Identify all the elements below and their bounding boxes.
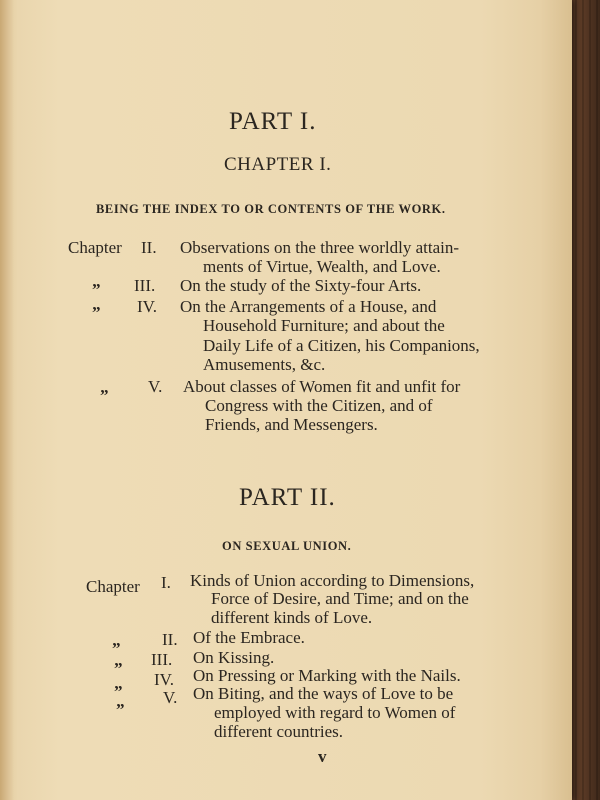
toc-numeral: V. — [163, 688, 178, 707]
toc-line: Kinds of Union according to Dimensions, — [190, 571, 475, 590]
toc-numeral: V. — [148, 377, 163, 396]
toc-numeral: I. — [161, 573, 171, 592]
toc-prefix: Chapter — [68, 238, 122, 257]
toc-line: About classes of Women fit and unfit for — [183, 377, 461, 396]
toc-line: On the study of the Sixty-four Arts. — [180, 276, 422, 295]
toc-line: On Kissing. — [193, 648, 275, 667]
toc-line: Force of Desire, and Time; and on the — [211, 589, 469, 608]
ditto-mark: ” — [116, 700, 125, 719]
toc-line: employed with regard to Women of — [214, 703, 456, 722]
part-2-title: PART II. — [239, 484, 336, 511]
toc-numeral: IV. — [137, 297, 157, 316]
ditto-mark: ” — [114, 659, 123, 678]
toc-line: On the Arrangements of a House, and — [180, 297, 437, 316]
toc-line: Household Furniture; and about the — [203, 316, 445, 335]
part-1-title: PART I. — [229, 108, 317, 135]
part-1-subtitle: BEING THE INDEX TO OR CONTENTS OF THE WORK. — [96, 202, 446, 216]
toc-line: On Pressing or Marking with the Nails. — [193, 666, 461, 685]
ditto-mark: ” — [92, 280, 101, 299]
ditto-mark: ” — [100, 386, 109, 405]
toc-prefix: Chapter — [86, 577, 140, 596]
toc-numeral: II. — [162, 630, 178, 649]
ditto-mark: ” — [92, 303, 101, 322]
ditto-mark: ” — [114, 682, 123, 701]
toc-line: Congress with the Citizen, and of — [205, 396, 433, 415]
toc-numeral: III. — [134, 276, 156, 295]
toc-numeral: III. — [151, 650, 173, 669]
toc-numeral: II. — [141, 238, 157, 257]
page-number: v — [318, 747, 327, 766]
ditto-mark: ” — [112, 639, 121, 658]
toc-line: different kinds of Love. — [211, 608, 373, 627]
toc-line: Observations on the three worldly attain- — [180, 238, 460, 257]
toc-line: ments of Virtue, Wealth, and Love. — [203, 257, 441, 276]
part-2-subtitle: ON SEXUAL UNION. — [222, 539, 352, 553]
page-gutter — [0, 0, 14, 800]
toc-line: On Biting, and the ways of Love to be — [193, 684, 454, 703]
toc-line: Of the Embrace. — [193, 628, 305, 647]
toc-line: Daily Life of a Citizen, his Companions, — [203, 336, 480, 355]
part-1-chapter-heading: CHAPTER I. — [224, 154, 332, 175]
toc-numeral: IV. — [154, 670, 174, 689]
toc-line: different countries. — [214, 722, 344, 741]
toc-line: Friends, and Messengers. — [205, 415, 378, 434]
toc-line: Amusements, &c. — [203, 355, 326, 374]
